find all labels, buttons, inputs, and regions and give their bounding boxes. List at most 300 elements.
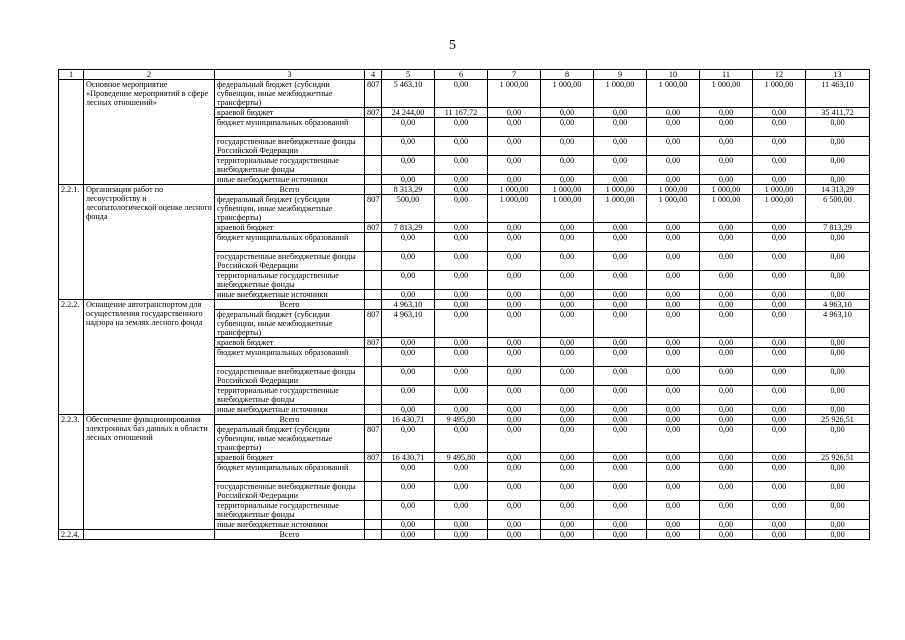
- grbs-code: 807: [365, 108, 382, 118]
- table-row: [59, 530, 870, 540]
- year-value: 0,00: [435, 252, 488, 271]
- year-value: 0,00: [435, 156, 488, 175]
- year-value: 0,00: [435, 137, 488, 156]
- grbs-code: [365, 300, 382, 310]
- total-value: 0,00: [806, 463, 870, 482]
- year-value: 0,00: [488, 367, 541, 386]
- year-value: 0,00: [435, 386, 488, 405]
- page-number: 5: [449, 38, 456, 53]
- year-value: 0,00: [700, 156, 753, 175]
- year-value: 0,00: [700, 348, 753, 367]
- year-value: 0,00: [488, 348, 541, 367]
- header-cell: 10: [647, 70, 700, 80]
- year-value: 0,00: [753, 415, 806, 425]
- funding-source: государственные внебюджетные фонды Российской Федерации: [215, 252, 365, 271]
- year-value: 0,00: [488, 310, 541, 338]
- year-value: 0,00: [647, 156, 700, 175]
- funding-source: Всего: [215, 415, 365, 425]
- year-value: 0,00: [435, 425, 488, 453]
- year-value: 0,00: [700, 271, 753, 290]
- grbs-code: 807: [365, 195, 382, 223]
- year-value: 0,00: [488, 300, 541, 310]
- year-value: 0,00: [753, 520, 806, 530]
- year-value: 0,00: [435, 520, 488, 530]
- year-value: 0,00: [382, 386, 435, 405]
- year-value: 1 000,00: [647, 195, 700, 223]
- year-value: 0,00: [700, 425, 753, 453]
- year-value: 0,00: [488, 233, 541, 252]
- budget-table: [58, 69, 870, 540]
- table-row: [59, 300, 870, 310]
- grbs-code: [365, 185, 382, 195]
- year-value: 0,00: [753, 290, 806, 300]
- total-value: 0,00: [806, 367, 870, 386]
- year-value: 0,00: [753, 252, 806, 271]
- year-value: 0,00: [647, 501, 700, 520]
- year-value: 0,00: [700, 310, 753, 338]
- year-value: 0,00: [594, 252, 647, 271]
- year-value: 0,00: [753, 300, 806, 310]
- funding-source: Всего: [215, 300, 365, 310]
- header-cell: 11: [700, 70, 753, 80]
- table-row: [59, 80, 870, 108]
- year-value: 0,00: [647, 530, 700, 540]
- total-value: 0,00: [806, 175, 870, 185]
- year-value: 16 430,71: [382, 453, 435, 463]
- year-value: 0,00: [435, 271, 488, 290]
- year-value: 0,00: [382, 338, 435, 348]
- year-value: 0,00: [700, 233, 753, 252]
- year-value: 0,00: [753, 530, 806, 540]
- funding-source: государственные внебюджетные фонды Российской Федерации: [215, 137, 365, 156]
- year-value: 0,00: [488, 463, 541, 482]
- year-value: 0,00: [700, 453, 753, 463]
- funding-source: бюджет муниципальных образований: [215, 233, 365, 252]
- year-value: 0,00: [700, 223, 753, 233]
- item-name: Организация работ по лесоустройству и лесопатологической оценке лесного фонда: [84, 185, 215, 300]
- total-value: 0,00: [806, 290, 870, 300]
- total-value: 4 963,10: [806, 300, 870, 310]
- total-value: 25 926,51: [806, 453, 870, 463]
- year-value: 0,00: [382, 405, 435, 415]
- year-value: 0,00: [594, 156, 647, 175]
- year-value: 0,00: [700, 463, 753, 482]
- year-value: 0,00: [541, 290, 594, 300]
- year-value: 0,00: [382, 175, 435, 185]
- grbs-code: [365, 501, 382, 520]
- year-value: 1 000,00: [700, 80, 753, 108]
- year-value: 0,00: [435, 482, 488, 501]
- year-value: 0,00: [382, 425, 435, 453]
- year-value: 0,00: [541, 233, 594, 252]
- item-code: 2.2.4.: [59, 530, 84, 540]
- year-value: 0,00: [753, 223, 806, 233]
- year-value: 0,00: [382, 252, 435, 271]
- year-value: 0,00: [435, 223, 488, 233]
- year-value: 0,00: [435, 195, 488, 223]
- funding-source: федеральный бюджет (субсидии субвенции, иные межбюджетные трансферты): [215, 195, 365, 223]
- total-value: 0,00: [806, 252, 870, 271]
- year-value: 0,00: [435, 348, 488, 367]
- year-value: 0,00: [594, 338, 647, 348]
- year-value: 7 813,29: [382, 223, 435, 233]
- year-value: 0,00: [541, 175, 594, 185]
- funding-source: иные внебюджетные источники: [215, 405, 365, 415]
- grbs-code: 807: [365, 223, 382, 233]
- year-value: 0,00: [382, 137, 435, 156]
- grbs-code: 807: [365, 310, 382, 338]
- year-value: 0,00: [753, 463, 806, 482]
- year-value: 0,00: [488, 482, 541, 501]
- total-value: 0,00: [806, 233, 870, 252]
- year-value: 0,00: [594, 271, 647, 290]
- year-value: 0,00: [700, 175, 753, 185]
- year-value: 0,00: [700, 405, 753, 415]
- year-value: 1 000,00: [647, 185, 700, 195]
- year-value: 0,00: [435, 501, 488, 520]
- total-value: 0,00: [806, 156, 870, 175]
- total-value: 0,00: [806, 271, 870, 290]
- funding-source: государственные внебюджетные фонды Российской Федерации: [215, 367, 365, 386]
- year-value: 16 430,71: [382, 415, 435, 425]
- grbs-code: 807: [365, 338, 382, 348]
- total-value: 0,00: [806, 530, 870, 540]
- year-value: 0,00: [382, 233, 435, 252]
- total-value: 0,00: [806, 386, 870, 405]
- funding-source: федеральный бюджет (субсидии субвенции, иные межбюджетные трансферты): [215, 425, 365, 453]
- year-value: 0,00: [488, 425, 541, 453]
- year-value: 1 000,00: [594, 185, 647, 195]
- total-value: 0,00: [806, 118, 870, 137]
- total-value: 11 463,10: [806, 80, 870, 108]
- year-value: 0,00: [488, 415, 541, 425]
- year-value: 0,00: [541, 310, 594, 338]
- year-value: 1 000,00: [700, 185, 753, 195]
- year-value: 0,00: [753, 310, 806, 338]
- funding-source: бюджет муниципальных образований: [215, 463, 365, 482]
- year-value: 0,00: [647, 223, 700, 233]
- item-code: 2.2.1.: [59, 185, 84, 300]
- year-value: 0,00: [594, 530, 647, 540]
- item-code: [59, 80, 84, 185]
- year-value: 0,00: [541, 156, 594, 175]
- year-value: 9 495,80: [435, 415, 488, 425]
- year-value: 0,00: [647, 520, 700, 530]
- year-value: 0,00: [541, 338, 594, 348]
- funding-source: иные внебюджетные источники: [215, 290, 365, 300]
- grbs-code: 807: [365, 453, 382, 463]
- grbs-code: [365, 463, 382, 482]
- year-value: 0,00: [382, 463, 435, 482]
- year-value: 4 963,10: [382, 310, 435, 338]
- year-value: 0,00: [541, 405, 594, 415]
- year-value: 0,00: [594, 386, 647, 405]
- year-value: 0,00: [594, 482, 647, 501]
- year-value: 1 000,00: [594, 80, 647, 108]
- year-value: 0,00: [753, 453, 806, 463]
- year-value: 0,00: [488, 453, 541, 463]
- header-cell: 6: [435, 70, 488, 80]
- year-value: 0,00: [488, 271, 541, 290]
- year-value: 0,00: [541, 482, 594, 501]
- item-name: Обеспечение функционирования электронных баз данных в области лесных отношений: [84, 415, 215, 530]
- year-value: 1 000,00: [488, 80, 541, 108]
- grbs-code: [365, 118, 382, 137]
- item-name: [84, 530, 215, 540]
- grbs-code: [365, 415, 382, 425]
- year-value: 0,00: [647, 137, 700, 156]
- year-value: 0,00: [594, 233, 647, 252]
- year-value: 0,00: [488, 156, 541, 175]
- year-value: 0,00: [647, 233, 700, 252]
- year-value: 0,00: [382, 290, 435, 300]
- total-value: 0,00: [806, 338, 870, 348]
- year-value: 0,00: [541, 530, 594, 540]
- year-value: 0,00: [435, 175, 488, 185]
- grbs-code: [365, 137, 382, 156]
- year-value: 0,00: [647, 482, 700, 501]
- funding-source: Всего: [215, 530, 365, 540]
- grbs-code: [365, 348, 382, 367]
- year-value: 0,00: [594, 425, 647, 453]
- year-value: 0,00: [541, 425, 594, 453]
- grbs-code: [365, 520, 382, 530]
- header-cell: 12: [753, 70, 806, 80]
- year-value: 0,00: [382, 501, 435, 520]
- year-value: 0,00: [700, 520, 753, 530]
- year-value: 0,00: [435, 338, 488, 348]
- item-name: Оснащение автотранспортом для осуществления государственного надзора на землях лесного фонда: [84, 300, 215, 415]
- year-value: 0,00: [488, 137, 541, 156]
- year-value: 0,00: [753, 425, 806, 453]
- year-value: 0,00: [382, 156, 435, 175]
- year-value: 24 244,00: [382, 108, 435, 118]
- funding-source: территориальные государственные внебюджетные фонды: [215, 271, 365, 290]
- year-value: 0,00: [488, 252, 541, 271]
- year-value: 0,00: [700, 137, 753, 156]
- year-value: 0,00: [435, 310, 488, 338]
- year-value: 0,00: [541, 108, 594, 118]
- year-value: 0,00: [594, 137, 647, 156]
- year-value: 0,00: [594, 453, 647, 463]
- header-cell: 7: [488, 70, 541, 80]
- year-value: 0,00: [382, 367, 435, 386]
- year-value: 0,00: [488, 108, 541, 118]
- year-value: 1 000,00: [700, 195, 753, 223]
- funding-source: краевой бюджет: [215, 108, 365, 118]
- year-value: 0,00: [594, 415, 647, 425]
- year-value: 0,00: [541, 271, 594, 290]
- grbs-code: [365, 367, 382, 386]
- year-value: 0,00: [488, 405, 541, 415]
- year-value: 0,00: [541, 501, 594, 520]
- year-value: 1 000,00: [753, 80, 806, 108]
- year-value: 0,00: [594, 175, 647, 185]
- year-value: 0,00: [753, 405, 806, 415]
- grbs-code: [365, 482, 382, 501]
- total-value: 0,00: [806, 501, 870, 520]
- year-value: 0,00: [594, 310, 647, 338]
- year-value: 0,00: [700, 300, 753, 310]
- year-value: 0,00: [541, 453, 594, 463]
- year-value: 0,00: [382, 530, 435, 540]
- funding-source: Всего: [215, 185, 365, 195]
- year-value: 0,00: [647, 425, 700, 453]
- funding-source: федеральный бюджет (субсидии субвенции, иные межбюджетные трансферты): [215, 310, 365, 338]
- year-value: 0,00: [647, 310, 700, 338]
- year-value: 0,00: [753, 338, 806, 348]
- year-value: 0,00: [700, 338, 753, 348]
- year-value: 0,00: [594, 300, 647, 310]
- year-value: 0,00: [753, 233, 806, 252]
- funding-source: территориальные государственные внебюджетные фонды: [215, 501, 365, 520]
- year-value: 0,00: [647, 175, 700, 185]
- funding-source: федеральный бюджет (субсидии субвенции, иные межбюджетные трансферты): [215, 80, 365, 108]
- funding-source: краевой бюджет: [215, 453, 365, 463]
- year-value: 0,00: [435, 367, 488, 386]
- year-value: 0,00: [541, 520, 594, 530]
- grbs-code: [365, 290, 382, 300]
- total-value: 0,00: [806, 137, 870, 156]
- item-code: 2.2.2.: [59, 300, 84, 415]
- year-value: 0,00: [594, 348, 647, 367]
- year-value: 1 000,00: [753, 195, 806, 223]
- year-value: 0,00: [594, 108, 647, 118]
- year-value: 0,00: [700, 118, 753, 137]
- year-value: 500,00: [382, 195, 435, 223]
- year-value: 0,00: [594, 463, 647, 482]
- year-value: 0,00: [488, 175, 541, 185]
- item-code: 2.2.3.: [59, 415, 84, 530]
- year-value: 1 000,00: [647, 80, 700, 108]
- grbs-code: [365, 405, 382, 415]
- year-value: 0,00: [647, 348, 700, 367]
- year-value: 0,00: [753, 348, 806, 367]
- year-value: 0,00: [700, 108, 753, 118]
- year-value: 0,00: [435, 405, 488, 415]
- year-value: 0,00: [382, 118, 435, 137]
- year-value: 0,00: [647, 271, 700, 290]
- year-value: 0,00: [541, 118, 594, 137]
- year-value: 0,00: [541, 367, 594, 386]
- year-value: 0,00: [488, 386, 541, 405]
- total-value: 6 500,00: [806, 195, 870, 223]
- year-value: 0,00: [382, 482, 435, 501]
- total-value: 0,00: [806, 520, 870, 530]
- total-value: 0,00: [806, 348, 870, 367]
- header-cell: 8: [541, 70, 594, 80]
- year-value: 0,00: [753, 137, 806, 156]
- year-value: 0,00: [647, 118, 700, 137]
- funding-source: иные внебюджетные источники: [215, 520, 365, 530]
- grbs-code: [365, 233, 382, 252]
- year-value: 0,00: [382, 348, 435, 367]
- header-cell: 9: [594, 70, 647, 80]
- year-value: 0,00: [594, 223, 647, 233]
- funding-source: бюджет муниципальных образований: [215, 118, 365, 137]
- year-value: 1 000,00: [488, 185, 541, 195]
- year-value: 0,00: [647, 463, 700, 482]
- year-value: 0,00: [488, 290, 541, 300]
- year-value: 0,00: [541, 386, 594, 405]
- year-value: 0,00: [753, 118, 806, 137]
- year-value: 0,00: [700, 290, 753, 300]
- table-row: [59, 185, 870, 195]
- year-value: 0,00: [435, 463, 488, 482]
- year-value: 1 000,00: [541, 185, 594, 195]
- year-value: 0,00: [753, 501, 806, 520]
- header-row: [59, 70, 870, 80]
- year-value: 0,00: [488, 501, 541, 520]
- grbs-code: [365, 252, 382, 271]
- year-value: 0,00: [435, 290, 488, 300]
- funding-source: государственные внебюджетные фонды Российской Федерации: [215, 482, 365, 501]
- year-value: 9 495,80: [435, 453, 488, 463]
- year-value: 0,00: [700, 530, 753, 540]
- year-value: 0,00: [435, 530, 488, 540]
- year-value: 0,00: [753, 271, 806, 290]
- year-value: 0,00: [753, 482, 806, 501]
- year-value: 0,00: [488, 338, 541, 348]
- header-cell: 5: [382, 70, 435, 80]
- year-value: 0,00: [594, 405, 647, 415]
- header-cell: 13: [806, 70, 870, 80]
- grbs-code: 807: [365, 425, 382, 453]
- funding-source: территориальные государственные внебюджетные фонды: [215, 386, 365, 405]
- grbs-code: [365, 386, 382, 405]
- year-value: 1 000,00: [541, 195, 594, 223]
- year-value: 0,00: [435, 118, 488, 137]
- year-value: 0,00: [647, 405, 700, 415]
- header-cell: 1: [59, 70, 84, 80]
- year-value: 0,00: [647, 108, 700, 118]
- year-value: 0,00: [647, 386, 700, 405]
- grbs-code: [365, 530, 382, 540]
- header-cell: 3: [215, 70, 365, 80]
- year-value: 0,00: [594, 290, 647, 300]
- year-value: 0,00: [488, 520, 541, 530]
- year-value: 11 167,72: [435, 108, 488, 118]
- year-value: 0,00: [382, 271, 435, 290]
- year-value: 0,00: [753, 175, 806, 185]
- grbs-code: [365, 271, 382, 290]
- year-value: 0,00: [647, 252, 700, 271]
- total-value: 35 411,72: [806, 108, 870, 118]
- year-value: 0,00: [700, 252, 753, 271]
- total-value: 0,00: [806, 425, 870, 453]
- year-value: 0,00: [594, 501, 647, 520]
- grbs-code: 807: [365, 80, 382, 108]
- year-value: 0,00: [541, 348, 594, 367]
- funding-source: территориальные государственные внебюджетные фонды: [215, 156, 365, 175]
- year-value: 1 000,00: [541, 80, 594, 108]
- year-value: 8 313,29: [382, 185, 435, 195]
- funding-source: иные внебюджетные источники: [215, 175, 365, 185]
- budget-table-body: [59, 70, 870, 540]
- year-value: 0,00: [594, 367, 647, 386]
- header-cell: 4: [365, 70, 382, 80]
- year-value: 0,00: [435, 80, 488, 108]
- year-value: 0,00: [435, 233, 488, 252]
- year-value: 0,00: [541, 223, 594, 233]
- year-value: 0,00: [753, 367, 806, 386]
- year-value: 0,00: [700, 482, 753, 501]
- year-value: 0,00: [753, 108, 806, 118]
- year-value: 0,00: [700, 386, 753, 405]
- grbs-code: [365, 156, 382, 175]
- grbs-code: [365, 175, 382, 185]
- year-value: 5 463,10: [382, 80, 435, 108]
